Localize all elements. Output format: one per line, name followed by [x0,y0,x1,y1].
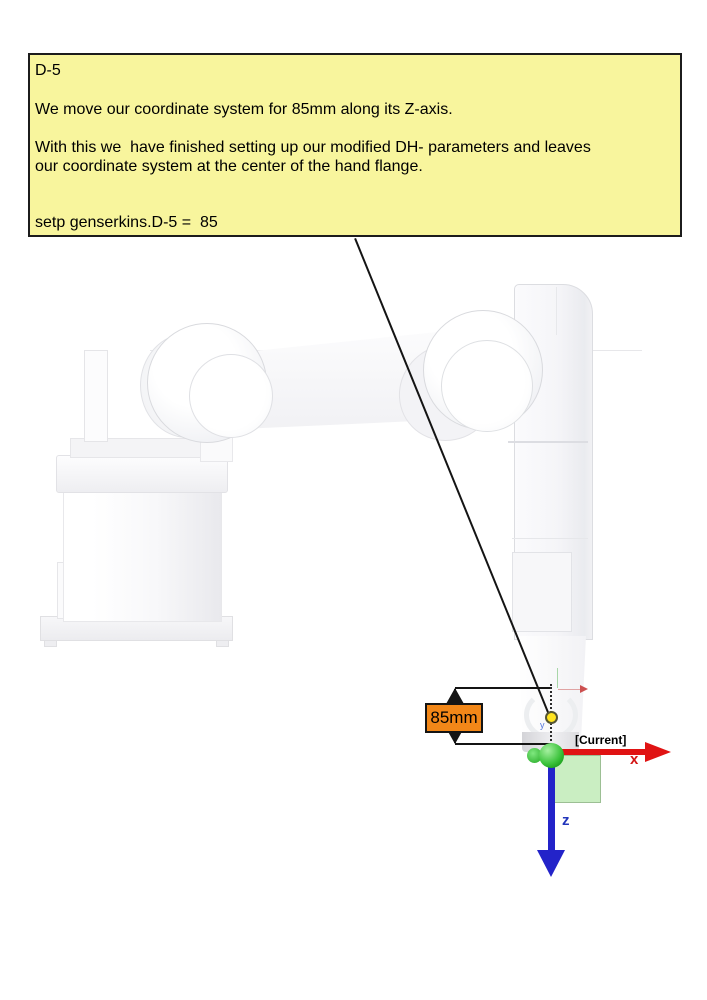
note-paragraph-2-line-2: our coordinate system at the center of the hand flange. [35,158,423,175]
dimension-label-box [425,703,483,733]
robot-shoulder-bracket [84,350,108,442]
flange-center-dot [545,711,558,724]
mini-y-axis-label: y [540,720,545,730]
dimension-extension-line-top [455,687,551,689]
robot-shoulder-bore [189,354,273,438]
origin-sphere [539,743,564,768]
z-axis-arrow [548,753,555,853]
mini-x-axis-line [558,689,580,690]
x-axis-label: x [630,751,639,768]
current-frame-label: [Current] [575,733,627,747]
robot-base-cylinder [63,487,222,622]
z-axis-arrowhead-icon [537,850,565,877]
dimension-label: 85mm [430,708,478,727]
mini-x-axis-arrow-icon [580,685,588,693]
robot-elbow-bore [441,340,533,432]
dimension-arrow-up-icon [446,688,464,704]
note-title: D-5 [35,62,61,79]
note-paragraph-1: We move our coordinate system for 85mm along its Z-axis. [35,101,453,118]
robot-forearm-seam-2 [512,538,588,539]
dimension-extension-line-bottom [455,743,551,745]
note-paragraph-2-line-1: With this we have finished setting up our modified DH- parameters and leaves [35,139,591,156]
z-axis-label: z [562,812,570,829]
robot-forearm-panel [512,552,572,632]
robot-forearm-seam-1 [508,441,588,443]
x-axis-arrowhead-icon [645,742,671,762]
mini-z-axis-tick [557,668,558,688]
robot-forearm-edge-highlight [556,287,557,335]
note-command-line: setp genserkins.D-5 = 85 [35,214,218,231]
